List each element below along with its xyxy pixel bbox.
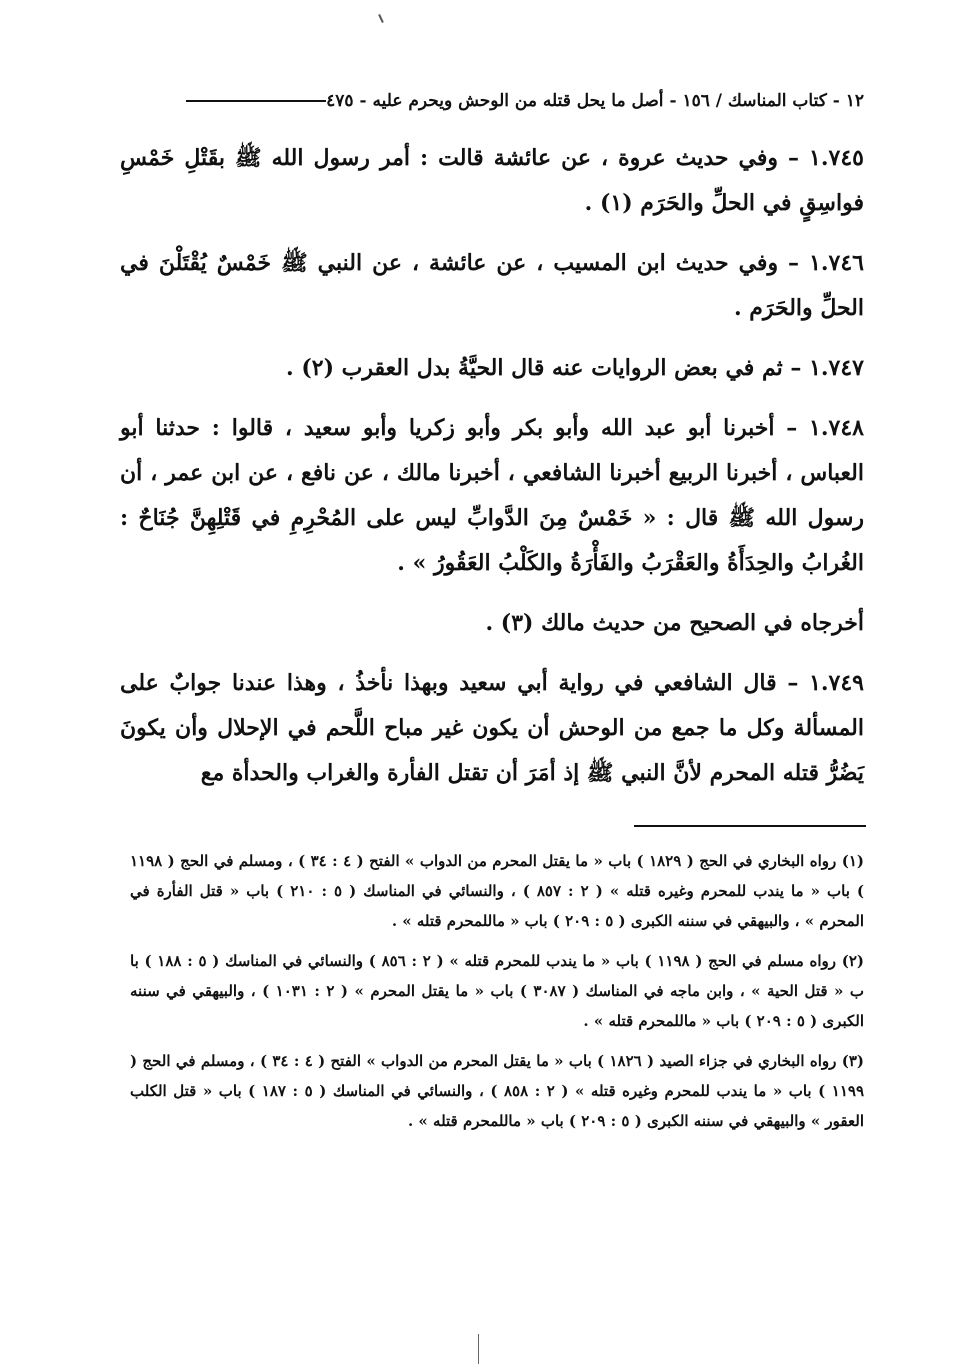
paragraph-1748 <box>120 406 864 586</box>
footnote-marker: (٣) <box>841 1052 864 1070</box>
footnote-text: رواه مسلم في الحج ( ١١٩٨ ) باب « ما يندب للمحرم قتله » ( ٢ : ٨٥٦ ) والنسائي في المناسك ( ٥ : ١٨٨ ) با ب « قتل الحية » ، وابن ماجه في المناسك ( ٣٠٨٧ ) باب « ما يقتل المحرم » ( ٢ : ١٠٣١ ) ، والبيهقي في سننه الكبرى ( ٥ : ٢٠٩ ) باب « ماللمحرم قتله » . <box>130 952 864 1030</box>
running-header <box>120 86 864 116</box>
paragraph-takhrij <box>120 601 864 646</box>
footnote-text: رواه البخاري في الحج ( ١٨٢٩ ) باب « ما يقتل المحرم من الدواب » الفتح ( ٤ : ٣٤ ) ، ومسلم في الحج ( ١١٩٨ ) باب « ما يندب للمحرم وغيره قتله » ( ٢ : ٨٥٧ ) ، والنسائي في المناسك ( ٥ : ٢١٠ ) باب « قتل الفأرة في المحرم » ، والبيهقي في سننه الكبرى ( ٥ : ٢٠٩ ) باب « ماللمحرم قتله » . <box>130 852 865 930</box>
paragraph-1745 <box>120 136 864 226</box>
running-header-text: ١٢ - كتاب المناسك / ١٥٦ - أصل ما يحل قتله من الوحش ويحرم عليه - ٤٧٥ <box>326 91 864 111</box>
paragraph-number: ١.٧٤٨ <box>809 415 864 441</box>
footnote-text: رواه البخاري في جزاء الصيد ( ١٨٢٦ ) باب « ما يقتل المحرم من الدواب » الفتح ( ٤ : ٣٤ ) ، ومسلم في الحج ( ١١٩٩ ) باب « ما يندب للمحرم وغيره قتله » ( ٢ : ٨٥٨ ) ، والنسائي في المناسك ( ٥ : ١٨٧ ) باب « قتل الكلب العقور » والبيهقي في سننه الكبرى ( ٥ : ٢٠٩ ) باب « ماللمحرم قتله » . <box>130 1052 865 1130</box>
paragraph-text: – ثم في بعض الروايات عنه قال الحيَّةُ بدل العقرب (٢) . <box>286 355 802 381</box>
paragraph-1747 <box>120 346 864 391</box>
scan-mark <box>378 14 384 23</box>
main-text <box>120 136 864 811</box>
header-rule <box>186 100 326 102</box>
paragraph-number: ١.٧٤٧ <box>809 355 864 381</box>
paragraph-text: – أخبرنا أبو عبد الله وأبو بكر وأبو زكريا وأبو سعيد ، قالوا : حدثنا أبو العباس ، أخبرنا الربيع أخبرنا الشافعي ، أخبرنا مالك ، عن نافع ، عن ابن عمر ، أن رسول الله ﷺ قال : « خَمْسٌ مِنَ الدَّوابِّ ليس على المُحْرِمِ في قَتْلِهِنَّ جُنَاحٌ : الغُرابُ والحِدَأَةُ والعَقْرَبُ والفَأْرَةُ والكَلْبُ العَقُورُ » . <box>120 415 864 576</box>
paragraph-number: ١.٧٤٥ <box>809 145 864 171</box>
paragraph-1746 <box>120 241 864 331</box>
footnote-2 <box>130 946 864 1036</box>
footnote-3 <box>130 1046 864 1136</box>
paragraph-number: ١.٧٤٦ <box>809 250 864 276</box>
footnote-separator <box>634 825 866 827</box>
footnote-marker: (٢) <box>841 952 865 970</box>
paragraph-text: – وفي حديث عروة ، عن عائشة قالت : أمر رسول الله ﷺ بقَتْلِ خَمْسِ فواسِقٍ في الحلِّ والحَرَم (١) . <box>120 145 864 216</box>
paragraph-text: أخرجاه في الصحيح من حديث مالك (٣) . <box>485 610 864 636</box>
paragraph-1749 <box>120 661 864 796</box>
paragraph-text: – قال الشافعي في رواية أبي سعيد وبهذا نأخذُ ، وهذا عندنا جوابٌ على المسألة وكل ما جمع من الوحش أن يكون غير مباح اللَّحم في الإحلال وأن يكونَ يَضُرُّ قتله المحرم لأنَّ النبي ﷺ إذ أمَرَ أن تقتل الفأرة والغراب والحدأة مع <box>120 670 864 786</box>
footnote-1 <box>130 846 864 936</box>
scan-mark <box>478 1334 479 1364</box>
paragraph-text: – وفي حديث ابن المسيب ، عن عائشة ، عن النبي ﷺ خَمْسٌ يُقْتَلْنَ في الحلِّ والحَرَم . <box>120 250 864 321</box>
paragraph-number: ١.٧٤٩ <box>809 670 864 696</box>
footnotes <box>130 846 864 1146</box>
footnote-marker: (١) <box>841 852 864 870</box>
